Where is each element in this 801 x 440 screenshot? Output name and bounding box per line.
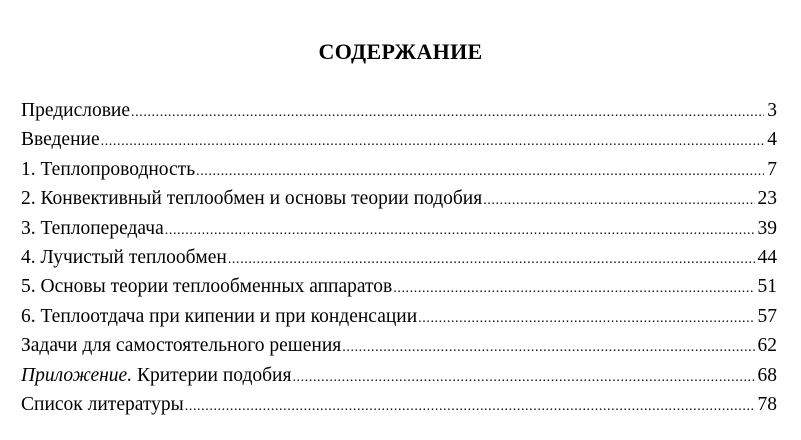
toc-item-exercises[interactable] [21, 331, 777, 360]
dot-leader [228, 243, 755, 274]
dot-leader [292, 361, 754, 392]
toc-item-chapter-1[interactable] [21, 155, 777, 184]
toc-page-number: 68 [757, 364, 777, 386]
toc-page-number: 4 [767, 129, 777, 151]
toc-item-chapter-5[interactable] [21, 272, 777, 301]
toc-item-label: Введение [21, 129, 100, 151]
toc-item-label: Список литературы [21, 393, 184, 415]
toc-page-number: 7 [767, 158, 777, 180]
dot-leader [196, 155, 764, 186]
dot-leader [393, 272, 754, 303]
page-title: СОДЕРЖАНИЕ [318, 39, 483, 64]
dot-leader [131, 96, 764, 127]
toc-item-chapter-3[interactable] [21, 214, 777, 243]
toc-item-prefix: Приложение. [21, 364, 133, 386]
dot-leader [185, 390, 755, 421]
dot-leader [483, 184, 754, 215]
toc-item-preface[interactable] [21, 96, 777, 125]
toc-page-number: 51 [757, 276, 777, 298]
toc-item-introduction[interactable] [21, 125, 777, 154]
toc-page-number: 57 [757, 305, 777, 327]
dot-leader [165, 214, 755, 245]
dot-leader [418, 302, 754, 333]
dot-leader [342, 331, 754, 362]
toc-item-chapter-6[interactable] [21, 302, 777, 331]
toc-page-number: 62 [757, 335, 777, 357]
toc-page-number: 3 [767, 100, 777, 121]
toc-page-number: 39 [757, 217, 777, 239]
toc-item-bibliography[interactable] [21, 390, 777, 419]
toc-page-number: 23 [757, 188, 777, 210]
toc-item-label: 1. Теплопроводность [21, 158, 196, 180]
toc-page-number: 44 [757, 246, 777, 268]
toc-item-label: 5. Основы теории теплообменных аппаратов [21, 276, 393, 298]
toc-item-chapter-2[interactable] [21, 184, 777, 213]
toc-item-chapter-4[interactable] [21, 243, 777, 272]
toc-item-label: 3. Теплопередача [21, 217, 164, 239]
toc-item-label: 2. Конвективный теплообмен и основы теории подобия [21, 188, 483, 210]
toc-item-label: 4. Лучистый теплообмен [21, 246, 227, 268]
toc-item-label: Приложение. Критерии подобия [21, 364, 292, 386]
toc-item-label: Предисловие [21, 100, 131, 121]
toc-page-number: 78 [757, 393, 777, 415]
dot-leader [101, 125, 765, 156]
toc-item-label: Задачи для самостоятельного решения [21, 335, 342, 357]
toc-item-appendix[interactable] [21, 361, 777, 390]
toc-item-label: 6. Теплоотдача при кипении и при конденсации [21, 305, 418, 327]
table-of-contents [21, 96, 777, 419]
